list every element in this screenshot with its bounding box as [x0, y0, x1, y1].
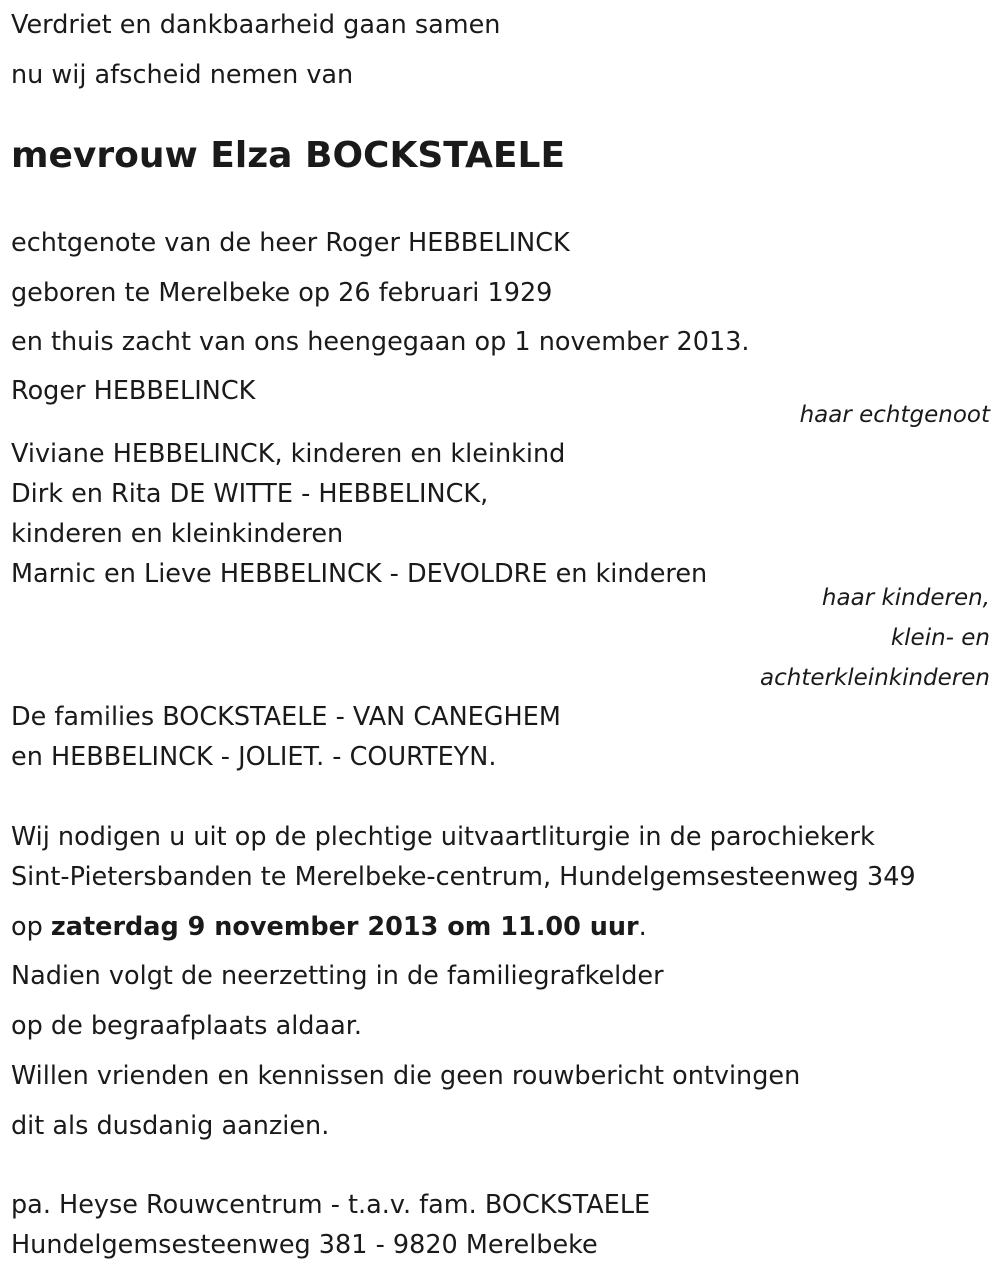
children-line-4: Marnic en Lieve HEBBELINCK - DEVOLDRE en kinderen	[11, 559, 708, 589]
birth-line: geboren te Merelbeke op 26 februari 1929	[11, 278, 553, 308]
invitation-line-6: Willen vrienden en kennissen die geen rouwbericht ontvingen	[11, 1061, 801, 1091]
date-prefix: op	[11, 912, 51, 942]
ceremony-date: zaterdag 9 november 2013 om 11.00 uur	[50, 912, 639, 942]
families-line-2: en HEBBELINCK - JOLIET. - COURTEYN.	[11, 742, 497, 772]
spouse-name: Roger HEBBELINCK	[11, 376, 256, 406]
children-role-1: haar kinderen,	[821, 585, 990, 611]
invitation-line-1: Wij nodigen u uit op de plechtige uitvaartliturgie in de parochiekerk	[11, 822, 875, 852]
families-line-1: De families BOCKSTAELE - VAN CANEGHEM	[11, 702, 561, 732]
children-line-2: Dirk en Rita DE WITTE - HEBBELINCK,	[11, 479, 489, 509]
date-suffix: .	[638, 912, 647, 942]
invitation-line-7: dit als dusdanig aanzien.	[11, 1111, 330, 1141]
children-role-2: klein- en	[890, 625, 990, 651]
children-role-3: achterkleinkinderen	[760, 665, 990, 691]
children-line-3: kinderen en kleinkinderen	[11, 519, 344, 549]
address-line-2: Hundelgemsesteenweg 381 - 9820 Merelbeke	[11, 1230, 598, 1260]
intro-line-2: nu wij afscheid nemen van	[11, 60, 354, 90]
spouse-role: haar echtgenoot	[799, 402, 990, 428]
invitation-line-5: op de begraafplaats aldaar.	[11, 1011, 362, 1041]
deceased-name: mevrouw Elza BOCKSTAELE	[11, 135, 566, 176]
spouse-relation-line: echtgenote van de heer Roger HEBBELINCK	[11, 228, 570, 258]
address-line-1: pa. Heyse Rouwcentrum - t.a.v. fam. BOCKSTAELE	[11, 1190, 651, 1220]
invitation-line-2: Sint-Pietersbanden te Merelbeke-centrum, Hundelgemsesteenweg 349	[11, 862, 916, 892]
invitation-date-line	[11, 911, 647, 943]
children-line-1: Viviane HEBBELINCK, kinderen en kleinkind	[11, 439, 566, 469]
death-line: en thuis zacht van ons heengegaan op 1 november 2013.	[11, 327, 750, 357]
invitation-line-4: Nadien volgt de neerzetting in de familiegrafkelder	[11, 961, 664, 991]
intro-line-1: Verdriet en dankbaarheid gaan samen	[11, 10, 501, 40]
